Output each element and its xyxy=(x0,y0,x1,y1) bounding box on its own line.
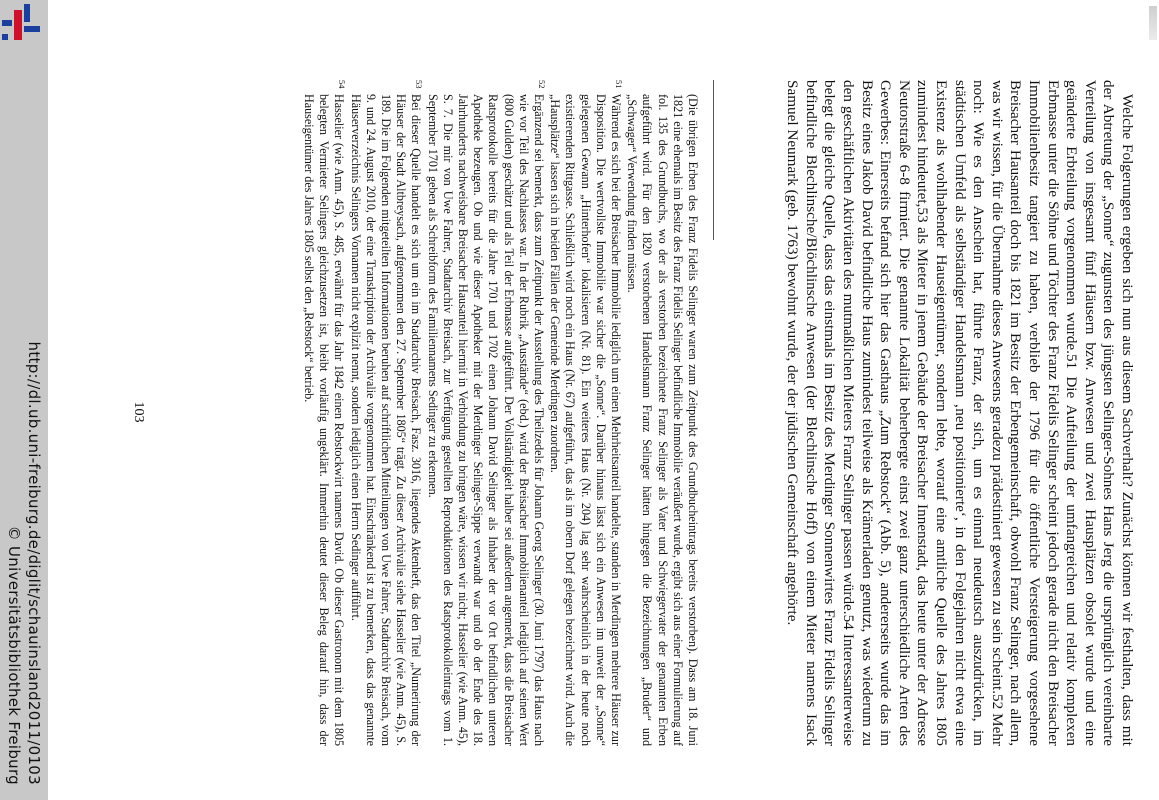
page-number: 103 xyxy=(131,401,146,423)
footnote-text: Während es sich bei der Breisacher Immobilie lediglich um einen Mehrheitsanteil handelte, standen in Merdingen mehrere Häuser zur Disposition. Die wertvollste Immobilie war sicher die „Sonne“. Darüber hinaus lässt sich ein Anwesen im unweit der „Sonne“ gelegenen Gewann „Hinterhofen“ lokalisieren (Nr. 81). Ein weiteres Haus (Nr. 204) lag sehr wahrscheinlich in der heute noch existierenden Rittgasse. Schließlich wird noch ein Haus (Nr. 67) aufgeführt, das als im obern Dorf gelegen bezeichnet wird. Auch die „Hausplätze“ lassen sich in beiden Fällen der Gemeinde Merdingen zuordnen. xyxy=(548,94,623,746)
footnotes xyxy=(300,80,700,746)
footnote-number: 52 xyxy=(536,80,547,89)
footnote-text: Bei dieser Quelle handelt es sich um ein im Stadtarchiv Breisach, Fasz. 3016, liegendes Aktenheft, das den Titel „Numerirung der Häuser der Stadt Altbreysach, aufgenommen den 27. September 1805“ trägt. Zu dieser Archivalie siehe Hasselier (wie Anm. 45), S. 189. Die im Folgenden mitgeteilten Informationen beruhen auf schriftlichen Mitteilungen von Uwe Fahrer, Stadtarchiv Breisach, vom 9. und 24. August 2010, der eine Transkription der Archivalie vorgenommen hat. Einschränkend ist zu bemerken, dass das genannte Häuserverzeichnis Selingers Vornamen nicht explizit nennt, sondern lediglich einen Herrn Sedinger aufführt. xyxy=(348,94,424,746)
footnote-separator xyxy=(713,80,714,240)
scrollbar-thumb[interactable] xyxy=(1149,6,1157,40)
page-scan-area xyxy=(84,70,1146,754)
footnote-52 xyxy=(424,80,546,746)
copyright-notice: © Universitätsbibliothek Freiburg xyxy=(5,525,23,785)
footnote-number: 51 xyxy=(613,80,624,89)
footnote-number: 54 xyxy=(337,80,348,89)
rotated-page xyxy=(84,70,1146,754)
footnote-continuation: (Die übrigen Erben des Franz Fidelis Selinger waren zum Zeitpunkt des Grundbucheintrags bereits verstorben). Dass am 18. Juni 1821 eine ehemals im Besitz des Franz Fidelis Selinger befindliche Immobilie veräußert wurde, ergibt sich aus einer Formulierung auf fol. 135 des Grundbuchs, wo der als verstorben bezeichnete Franz Selinger als Vater und Schwiegervater der genannten Erben aufgeführt wird. Für den 1820 verstorbenen Handelsmann Franz Selinger hätten hingegen die Bezeichnungen „Bruder“ und „Schwager“ Verwendung finden müssen. xyxy=(625,94,700,746)
footnote-53 xyxy=(347,80,423,746)
footnote-text: Hasselier (wie Anm. 45), S. 485, erwähnt für das Jahr 1842 einen Rebstockwirt namens David. Ob dieser Gastronom mit dem 1805 belegten Vermieter Selingers gleichzusetzen ist, bleibt vorläufig ungeklärt. Immerhin deutet dieser Beleg darauf hin, dass der Hauseigentümer des Jahres 1805 selbst den „Rebstock“ betrieb. xyxy=(301,94,347,746)
footnote-54 xyxy=(301,80,347,746)
viewer-sidebar xyxy=(0,0,48,800)
footnote-text: Ergänzend sei bemerkt, dass zum Zeitpunkt der Ausstellung des Theilzedels für Johann Georg Selinger (30. Juni 1797) das Haus nach wie vor Teil des Nachlasses war. In der Rubrik „Ausstände“ (ebd.) wird der Breisacher Immobilienanteil lediglich auf seinen Wert (800 Gulden) geschätzt und als Teil der Erbmasse aufgeführt. Der Vollständigkeit halber sei außerdem angemerkt, dass die Breisacher Ratsprotokolle bereits für die Jahre 1701 und 1702 einen Johann David Selinger als Inhaber der vor Ort befindlichen unteren Apotheke bezeugen. Ob und wie dieser Apotheker mit der Merdinger Selinger-Sippe verwandt war und ob der Ende des 18. Jahrhunderts nachweisbare Breisacher Hausanteil hiermit in Verbindung zu bringen wäre, wissen wir nicht; Hasselier (wie Anm. 45), S. 7. Die mir von Uwe Fahrer, Stadtarchiv Breisach, zur Verfügung gestellten Reproduktionen des Ratsprotokolleintrags vom 1. September 1701 geben als Schreibform des Familiennamens Sedinger zu erkennen. xyxy=(425,94,546,746)
footnote-51 xyxy=(547,80,623,746)
footnote-number: 53 xyxy=(414,80,425,89)
sidebar-caption xyxy=(4,0,44,785)
document-url[interactable]: http://dl.ub.uni-freiburg.de/diglit/schauinsland2011/0103 xyxy=(25,341,43,785)
body-text: Welche Folgerungen ergeben sich nun aus diesem Sachverhalt? Zunächst können wir festhalten, dass mit der Abtretung der „Sonne“ zugunsten des jüngsten Selinger-Sohnes Hans Jerg die ursprünglich vereinbarte Verteilung von insgesamt fünf Häusern bzw. Anwesen und zwei Hausplätzen obsolet wurde und eine geänderte Erbteilung vorgenommen wurde.51 Die Aufteilung der umfangreichen und relativ komplexen Erbmasse unter die Söhne und Töchter des Franz Fidelis Selinger scheint jedoch gerade nicht den Breisacher Immobilienbesitz tangiert zu haben, verblieb der 1796 für die öffentliche Versteigerung vorgesehene Breisacher Hausanteil doch bis 1821 im Besitz der Erbengemeinschaft, obwohl Franz Selinger, nach allem, was wir wissen, für die Übernahme dieses Anwesens geradezu prädestiniert gewesen zu sein scheint.52 Mehr noch: Wie es den Anschein hat, führte Franz, der sich, um es einmal neudeutsch auszudrücken, im städtischen Umfeld als selbständiger Handelsmann ‚neu positionierte‘, in den Folgejahren nicht etwa eine Existenz als wohlhabender Hauseigentümer, sondern lebte, worauf eine amtliche Quelle des Jahres 1805 zumindest hindeutet,53 als Mieter in jenem Gebäude der Breisacher Innenstadt, das heute unter der Adresse Neutorstraße 6-8 firmiert. Die genannte Lokalität beherbergte einst zwei ganz unterschiedliche Arten des Gewerbes: Einerseits befand sich hier das Gasthaus „Zum Rebstock“ (Abb. 5), andererseits wurde das im Besitz eines Jakob David befindliche Haus zumindest teilweise als Krämerladen genutzt, was wiederum zu den geschäftlichen Aktivitäten des mutmaßlichen Mieters Franz Selinger passen würde.54 Interessanterweise belegt die gleiche Quelle, dass das einstmals im Besitz des Merdinger Sonnenwirtes Franz Fidelis Selinger befindliche Blechlinsche/Blöchlinsche Anwesen (der Blechlinsche Hoff) von einem Mieter namens Isack Samuel Neumark (geb. 1763) bewohnt wurde, der der jüdischen Gemeinschaft angehörte. xyxy=(784,80,1136,746)
